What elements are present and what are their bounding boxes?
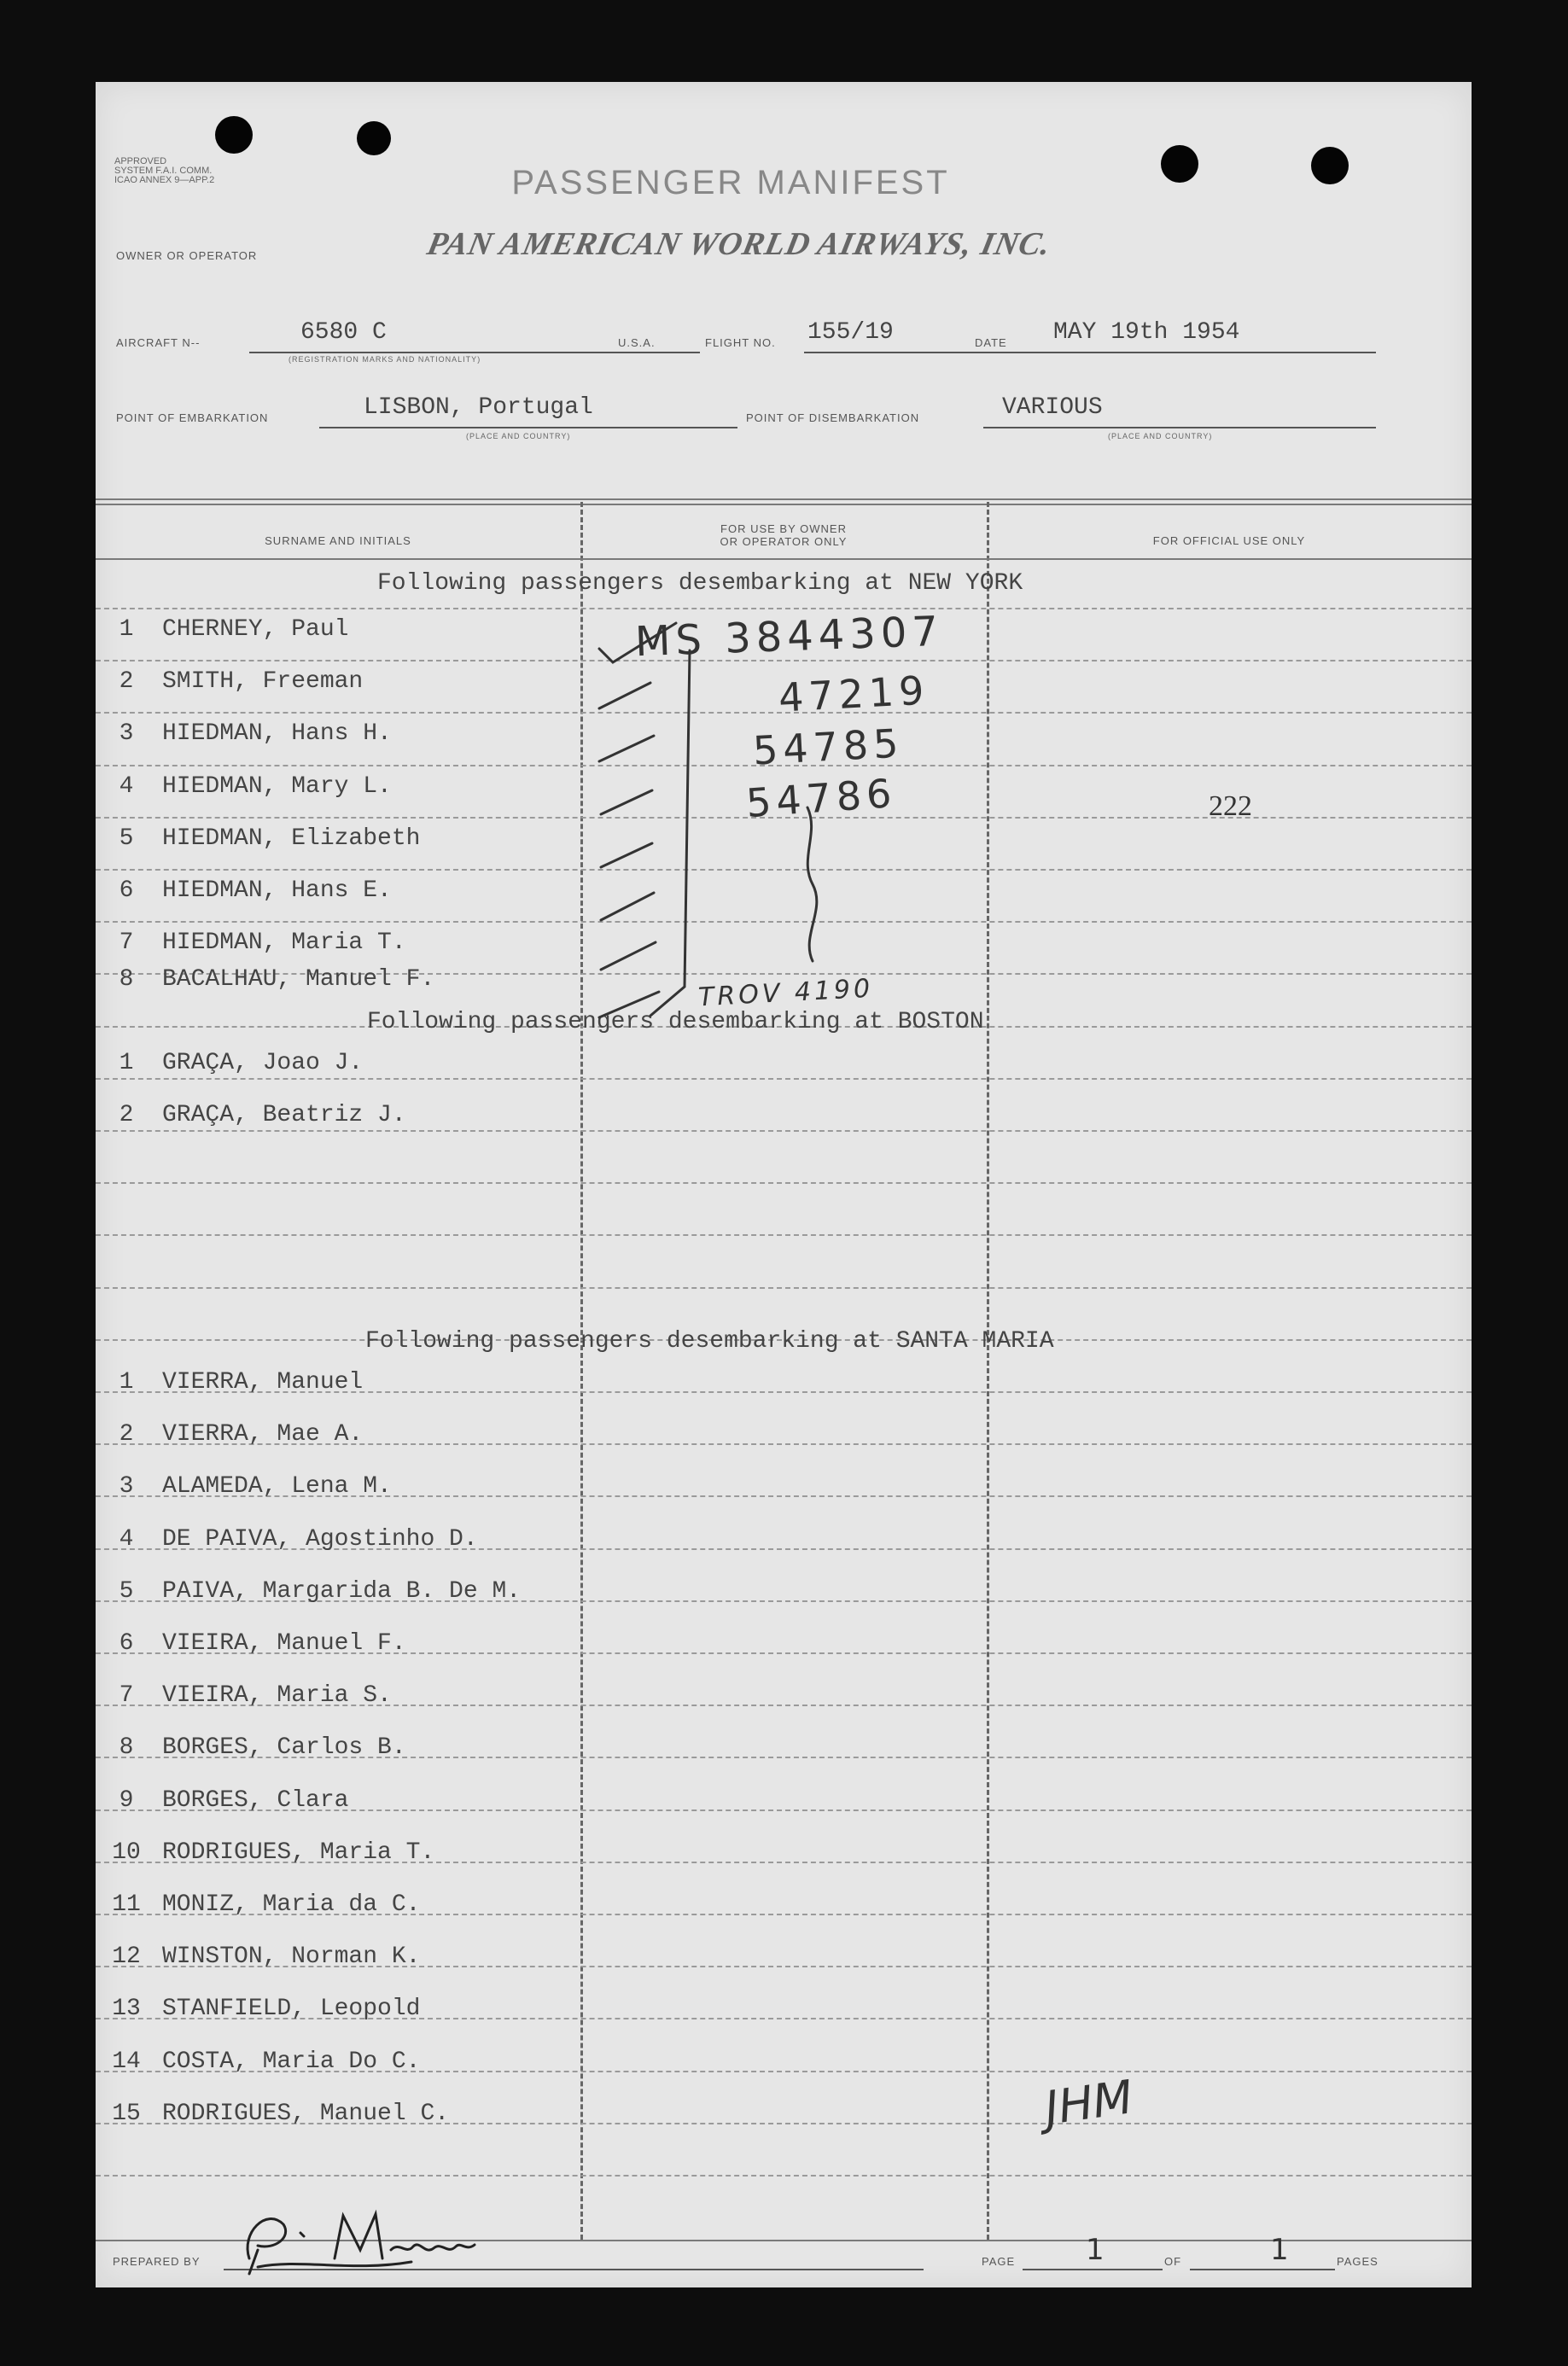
place-note: (PLACE AND COUNTRY) — [1108, 432, 1213, 440]
passenger-name: VIERRA, Mae A. — [162, 1421, 364, 1448]
check-mark — [599, 992, 659, 1017]
passenger-number: 2 — [119, 668, 134, 695]
passenger-number: 4 — [119, 1526, 134, 1553]
passenger-number: 11 — [112, 1891, 141, 1918]
passenger-number: 8 — [119, 966, 134, 993]
bracket-line — [650, 650, 690, 1016]
table-top-rule — [96, 504, 1472, 505]
passenger-name: SMITH, Freeman — [162, 668, 364, 695]
col-header-surname: SURNAME AND INITIALS — [265, 534, 411, 547]
ticket-number: 54786 — [744, 769, 899, 827]
passenger-name: BORGES, Carlos B. — [162, 1734, 406, 1761]
check-mark — [601, 942, 656, 970]
passenger-number: 8 — [119, 1734, 134, 1761]
passenger-name: HIEDMAN, Hans E. — [162, 877, 392, 904]
passenger-number: 5 — [119, 825, 134, 852]
passenger-number: 1 — [119, 616, 134, 643]
passenger-name: RODRIGUES, Maria T. — [162, 1839, 435, 1866]
ticket-number: 54785 — [751, 720, 905, 774]
passenger-number: 2 — [119, 1421, 134, 1448]
trov-note: TROV 4190 — [697, 973, 874, 1013]
flight-value: 155/19 — [807, 319, 894, 346]
passenger-name: BORGES, Clara — [162, 1787, 349, 1814]
official-initials: JHM — [1041, 2070, 1137, 2136]
passenger-name: COSTA, Maria Do C. — [162, 2048, 421, 2075]
passenger-name: HIEDMAN, Hans H. — [162, 720, 392, 747]
check-mark — [601, 893, 654, 920]
of-underline — [1190, 2269, 1335, 2270]
embark-label: POINT OF EMBARKATION — [116, 411, 269, 424]
passenger-name: DE PAIVA, Agostinho D. — [162, 1526, 478, 1553]
table-top-rule — [96, 498, 1472, 500]
col-header-official: FOR OFFICIAL USE ONLY — [1152, 534, 1306, 547]
row-line — [96, 1234, 1472, 1236]
passenger-name: CHERNEY, Paul — [162, 616, 349, 643]
passenger-name: VIEIRA, Manuel F. — [162, 1630, 406, 1657]
passenger-number: 7 — [119, 929, 134, 956]
passenger-name: HIEDMAN, Mary L. — [162, 773, 392, 800]
ditto-line — [807, 807, 817, 961]
page-underline — [1023, 2269, 1163, 2270]
approval-stamp: APPROVED SYSTEM F.A.I. COMM. ICAO ANNEX 9—APP.2 — [114, 156, 215, 185]
passenger-number: 3 — [119, 1473, 134, 1500]
page-title: PASSENGER MANIFEST — [511, 164, 950, 201]
passenger-number: 13 — [112, 1996, 141, 2022]
passenger-name: MONIZ, Maria da C. — [162, 1891, 421, 1918]
passenger-name: VIERRA, Manuel — [162, 1369, 364, 1396]
passenger-number: 15 — [112, 2101, 141, 2127]
passenger-number: 1 — [119, 1050, 134, 1076]
passenger-name: STANFIELD, Leopold — [162, 1996, 421, 2022]
ticket-number: 47219 — [777, 667, 930, 721]
aircraft-underline — [249, 352, 700, 353]
passenger-number: 4 — [119, 773, 134, 800]
passenger-number: 9 — [119, 1787, 134, 1814]
passenger-name: HIEDMAN, Elizabeth — [162, 825, 421, 852]
passenger-name: WINSTON, Norman K. — [162, 1943, 421, 1970]
passenger-number: 1 — [119, 1369, 134, 1396]
passenger-number: 7 — [119, 1682, 134, 1709]
flight-label: FLIGHT NO. — [705, 336, 776, 349]
section-heading: Following passengers desembarking at BOSTON — [367, 1009, 984, 1035]
row-line — [96, 1287, 1472, 1289]
owner-label: OWNER OR OPERATOR — [116, 249, 258, 262]
prepared-by-label: PREPARED BY — [113, 2255, 201, 2268]
row-line — [96, 2175, 1472, 2177]
registration-note: (REGISTRATION MARKS AND NATIONALITY) — [289, 355, 481, 364]
passenger-number: 3 — [119, 720, 134, 747]
page-number: 1 — [1086, 2233, 1105, 2267]
passenger-number: 12 — [112, 1943, 141, 1970]
passenger-number: 5 — [119, 1578, 134, 1605]
passenger-number: 2 — [119, 1102, 134, 1128]
row-line — [96, 1182, 1472, 1184]
section-heading: Following passengers desembarking at SANTA MARIA — [365, 1328, 1054, 1355]
pages-label: PAGES — [1337, 2255, 1379, 2268]
place-note: (PLACE AND COUNTRY) — [466, 432, 571, 440]
passenger-name: ALAMEDA, Lena M. — [162, 1473, 392, 1500]
official-number: 222 — [1209, 790, 1252, 822]
row-line — [96, 608, 1472, 609]
ticket-number: MS 3844307 — [634, 607, 944, 667]
check-mark — [599, 736, 654, 761]
passenger-name: GRAÇA, Joao J. — [162, 1050, 364, 1076]
disembark-value: VARIOUS — [1002, 394, 1103, 421]
passenger-name: RODRIGUES, Manuel C. — [162, 2101, 450, 2127]
of-label: OF — [1164, 2255, 1182, 2268]
passenger-number: 6 — [119, 1630, 134, 1657]
check-mark — [599, 683, 650, 708]
row-line — [96, 1078, 1472, 1080]
date-label: DATE — [975, 336, 1007, 349]
passenger-number: 10 — [112, 1839, 141, 1866]
col-header-owner: OR OPERATOR ONLY — [720, 535, 848, 548]
check-mark — [601, 843, 652, 867]
embark-underline — [319, 427, 737, 428]
passenger-name: PAIVA, Margarida B. De M. — [162, 1578, 522, 1605]
operator-name: PAN AMERICAN WORLD AIRWAYS, INC. — [423, 226, 1055, 262]
punch-hole — [357, 121, 391, 155]
aircraft-value: 6580 C — [300, 319, 387, 346]
punch-hole — [215, 116, 253, 154]
page-label: PAGE — [982, 2255, 1016, 2268]
passenger-number: 6 — [119, 877, 134, 904]
section-heading: Following passengers desembarking at NEW YORK — [377, 570, 1023, 597]
disembark-underline — [983, 427, 1376, 428]
passenger-name: BACALHAU, Manuel F. — [162, 966, 435, 993]
date-value: MAY 19th 1954 — [1053, 319, 1240, 346]
row-line — [96, 1130, 1472, 1132]
passenger-number: 14 — [112, 2048, 141, 2075]
flight-underline — [804, 352, 1052, 353]
col-header-owner: FOR USE BY OWNER — [720, 522, 847, 535]
check-mark — [601, 790, 652, 814]
usa-label: U.S.A. — [618, 336, 656, 349]
manifest-sheet — [96, 82, 1472, 2287]
aircraft-label: AIRCRAFT N-- — [116, 336, 201, 349]
passenger-name: VIEIRA, Maria S. — [162, 1682, 392, 1709]
date-underline — [1019, 352, 1376, 353]
header-bottom-rule — [96, 558, 1472, 560]
embark-value: LISBON, Portugal — [364, 394, 593, 421]
total-pages: 1 — [1270, 2233, 1289, 2267]
passenger-name: HIEDMAN, Maria T. — [162, 929, 406, 956]
disembark-label: POINT OF DISEMBARKATION — [746, 411, 920, 424]
passenger-name: GRAÇA, Beatriz J. — [162, 1102, 406, 1128]
preparer-signature — [224, 2199, 480, 2276]
